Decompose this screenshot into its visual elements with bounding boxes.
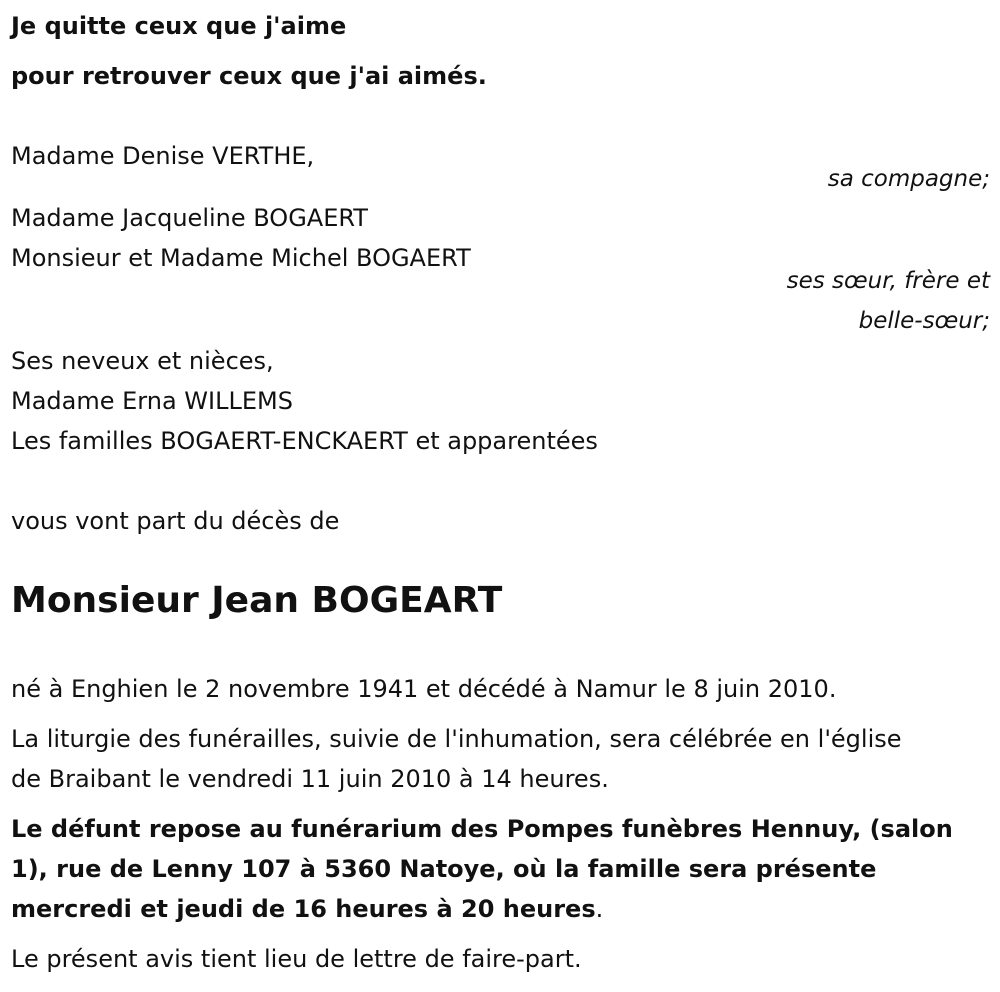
other-relative-1: Madame Erna WILLEMS (11, 387, 293, 415)
sibling-relation-line-2: belle-sœur; (858, 308, 990, 334)
sibling-1: Madame Jacqueline BOGAERT (11, 204, 368, 232)
sibling-2: Monsieur et Madame Michel BOGAERT (11, 244, 471, 272)
repose-line-2: 1), rue de Lenny 107 à 5360 Natoye, où la famille sera présente (11, 855, 877, 883)
other-relative-2: Les familles BOGAERT-ENCKAERT et apparentées (11, 427, 598, 455)
deceased-name: Monsieur Jean BOGEART (11, 580, 503, 621)
repose-line-3-period: . (595, 895, 604, 923)
quote-line-2: pour retrouver ceux que j'ai aimés. (11, 62, 487, 90)
repose-line-3 (11, 897, 603, 921)
liturgy-line-2: de Braibant le vendredi 11 juin 2010 à 14 heures. (11, 765, 609, 793)
partner-name: Madame Denise VERTHE, (11, 142, 315, 170)
nephews-line: Ses neveux et nièces, (11, 347, 274, 375)
partner-relation: sa compagne; (827, 166, 990, 192)
repose-line-1: Le défunt repose au funérarium des Pompes funèbres Hennuy, (salon (11, 815, 953, 843)
birth-death-line: né à Enghien le 2 novembre 1941 et décédé à Namur le 8 juin 2010. (11, 675, 837, 703)
sibling-relation-line-1: ses sœur, frère et (786, 268, 990, 294)
liturgy-line-1: La liturgie des funérailles, suivie de l'inhumation, sera célébrée en l'église (11, 725, 902, 753)
closing-line: Le présent avis tient lieu de lettre de faire-part. (11, 945, 582, 973)
quote-line-1: Je quitte ceux que j'aime (11, 12, 347, 40)
repose-line-3-text: mercredi et jeudi de 16 heures à 20 heures (11, 895, 596, 923)
announcement-intro: vous vont part du décès de (11, 507, 340, 535)
